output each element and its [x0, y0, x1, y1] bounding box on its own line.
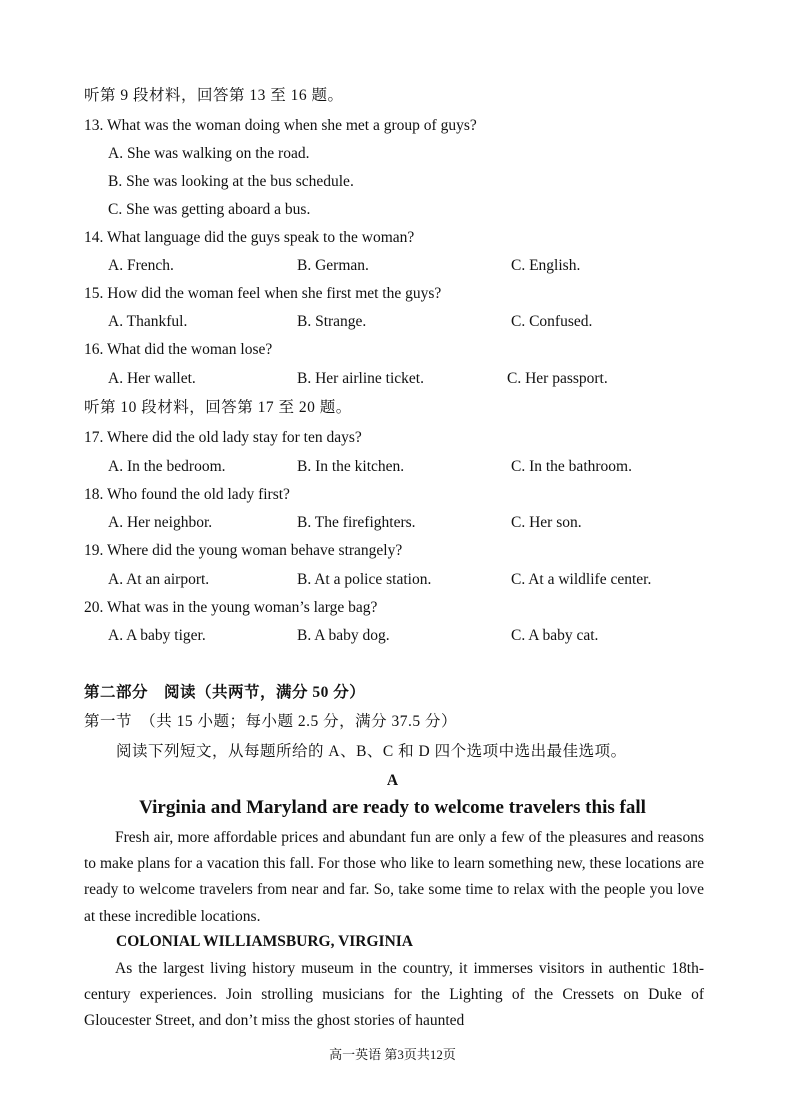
q15-option-a: A. Thankful. — [108, 313, 188, 330]
paragraph-2-text: As the largest living history museum in the country, it immerses visitors in authentic 18th-century experiences. Join strolling musicians for the Lighting of the Cressets on Duke of Gloucester Street, and don’t miss the ghost stories of haunted — [84, 960, 704, 1030]
q17-option-a: A. In the bedroom. — [108, 458, 226, 475]
passage-paragraph-2 — [84, 956, 704, 1035]
reading-instruction: 阅读下列短文，从每题所给的 A、B、C 和 D 四个选项中选出最佳选项。 — [116, 743, 627, 760]
question-14: 14. What language did the guys speak to the woman? — [84, 229, 415, 246]
q17-option-c: C. In the bathroom. — [511, 458, 632, 475]
q16-option-a: A. Her wallet. — [108, 370, 196, 387]
q18-option-a: A. Her neighbor. — [108, 514, 213, 531]
section9-intro: 听第 9 段材料，回答第 13 至 16 题。 — [84, 87, 344, 104]
question-15: 15. How did the woman feel when she first met the guys? — [84, 285, 442, 302]
q20-option-a: A. A baby tiger. — [108, 627, 206, 644]
q13-option-c: C. She was getting aboard a bus. — [108, 201, 311, 218]
question-13: 13. What was the woman doing when she met a group of guys? — [84, 117, 477, 134]
q15-option-c: C. Confused. — [511, 313, 593, 330]
q17-option-b: B. In the kitchen. — [297, 458, 405, 475]
q19-option-a: A. At an airport. — [108, 571, 210, 588]
q14-option-a: A. French. — [108, 257, 174, 274]
page-footer: 高一英语 第3页共12页 — [329, 1047, 456, 1062]
q16-option-b: B. Her airline ticket. — [297, 370, 424, 387]
passage-paragraph-1 — [84, 825, 704, 930]
reading-section-title: 第一节 （共 15 小题；每小题 2.5 分，满分 37.5 分） — [84, 713, 458, 730]
q14-option-b: B. German. — [297, 257, 369, 274]
section10-intro: 听第 10 段材料，回答第 17 至 20 题。 — [84, 399, 352, 416]
q20-option-b: B. A baby dog. — [297, 627, 390, 644]
q19-option-c: C. At a wildlife center. — [511, 571, 652, 588]
question-18: 18. Who found the old lady first? — [84, 486, 290, 503]
question-17: 17. Where did the old lady stay for ten days? — [84, 429, 362, 446]
question-20: 20. What was in the young woman’s large bag? — [84, 599, 378, 616]
passage-letter: A — [386, 772, 399, 789]
q20-option-c: C. A baby cat. — [511, 627, 599, 644]
q13-option-b: B. She was looking at the bus schedule. — [108, 173, 354, 190]
q18-option-c: C. Her son. — [511, 514, 582, 531]
q16-option-c: C. Her passport. — [507, 370, 608, 387]
q18-option-b: B. The firefighters. — [297, 514, 416, 531]
q13-option-a: A. She was walking on the road. — [108, 145, 310, 162]
q15-option-b: B. Strange. — [297, 313, 367, 330]
paragraph-1-text: Fresh air, more affordable prices and abundant fun are only a few of the pleasures and reasons to make plans for a vacation this fall. For those who like to learn something new, these locations are ready to welcome travelers from near and far. So, take some time to relax with the people you love at these incredible locations. — [84, 829, 704, 925]
reading-part-title: 第二部分 阅读（共两节，满分 50 分） — [84, 684, 366, 701]
question-16: 16. What did the woman lose? — [84, 341, 273, 358]
question-19: 19. Where did the young woman behave strangely? — [84, 542, 403, 559]
q14-option-c: C. English. — [511, 257, 581, 274]
passage-title: Virginia and Maryland are ready to welcome travelers this fall — [139, 797, 646, 818]
subheading-colonial-williamsburg: COLONIAL WILLIAMSBURG, VIRGINIA — [116, 933, 414, 950]
q19-option-b: B. At a police station. — [297, 571, 432, 588]
